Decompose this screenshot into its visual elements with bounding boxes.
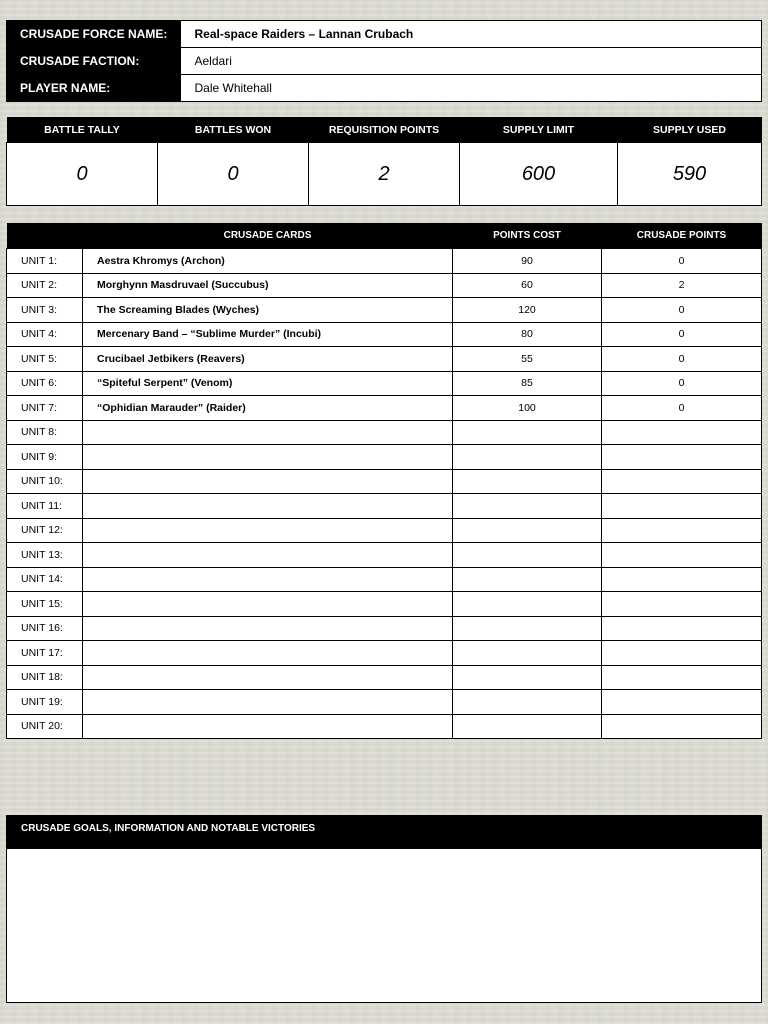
table-row	[7, 347, 762, 372]
unit-name-cell[interactable]: Aestra Khromys (Archon)	[83, 249, 453, 274]
crusade-goals-panel	[6, 815, 762, 1003]
battles-won-header: BATTLES WON	[158, 117, 309, 143]
crusade-points-cell[interactable]: 0	[602, 298, 762, 323]
unit-name-cell[interactable]	[83, 616, 453, 641]
crusade-points-cell[interactable]: 0	[602, 322, 762, 347]
battle-tally-header: BATTLE TALLY	[7, 117, 158, 143]
points-cost-cell[interactable]	[453, 567, 602, 592]
table-row	[7, 641, 762, 666]
table-row	[7, 396, 762, 421]
crusade-points-cell[interactable]	[602, 690, 762, 715]
table-row	[7, 518, 762, 543]
crusade-points-cell[interactable]	[602, 665, 762, 690]
table-row	[7, 714, 762, 739]
unit-label: UNIT 19:	[7, 690, 83, 715]
crusade-cards-header: CRUSADE CARDS	[83, 223, 453, 249]
unit-number-header	[7, 223, 83, 249]
points-cost-cell[interactable]	[453, 592, 602, 617]
supply-limit-value[interactable]: 600	[460, 143, 618, 206]
points-cost-cell[interactable]	[453, 518, 602, 543]
crusade-points-cell[interactable]: 0	[602, 396, 762, 421]
info-row-player	[6, 75, 762, 102]
info-row-force-name	[6, 21, 762, 48]
points-cost-cell[interactable]: 100	[453, 396, 602, 421]
table-row	[7, 494, 762, 519]
unit-name-cell[interactable]: “Ophidian Marauder” (Raider)	[83, 396, 453, 421]
crusade-points-cell[interactable]	[602, 592, 762, 617]
unit-name-cell[interactable]: The Screaming Blades (Wyches)	[83, 298, 453, 323]
table-row	[7, 322, 762, 347]
table-row	[7, 592, 762, 617]
unit-name-cell[interactable]: “Spiteful Serpent” (Venom)	[83, 371, 453, 396]
points-cost-cell[interactable]	[453, 420, 602, 445]
unit-label: UNIT 10:	[7, 469, 83, 494]
unit-label: UNIT 16:	[7, 616, 83, 641]
table-row	[7, 298, 762, 323]
unit-label: UNIT 14:	[7, 567, 83, 592]
unit-name-cell[interactable]	[83, 494, 453, 519]
table-row	[7, 665, 762, 690]
unit-label: UNIT 2:	[7, 273, 83, 298]
force-name-field[interactable]: Real-space Raiders – Lannan Crubach	[180, 21, 762, 48]
points-cost-cell[interactable]	[453, 665, 602, 690]
crusade-points-cell[interactable]: 0	[602, 371, 762, 396]
unit-label: UNIT 1:	[7, 249, 83, 274]
unit-label: UNIT 20:	[7, 714, 83, 739]
faction-label: CRUSADE FACTION:	[6, 48, 180, 75]
unit-name-cell[interactable]: Mercenary Band – “Sublime Murder” (Incubi)	[83, 322, 453, 347]
requisition-points-value[interactable]: 2	[309, 143, 460, 206]
unit-label: UNIT 9:	[7, 445, 83, 470]
unit-label: UNIT 3:	[7, 298, 83, 323]
battle-tally-value[interactable]: 0	[7, 143, 158, 206]
unit-name-cell[interactable]	[83, 420, 453, 445]
points-cost-cell[interactable]: 90	[453, 249, 602, 274]
unit-name-cell[interactable]	[83, 665, 453, 690]
force-name-label: CRUSADE FORCE NAME:	[6, 21, 180, 48]
table-row	[7, 567, 762, 592]
table-row	[7, 616, 762, 641]
unit-label: UNIT 13:	[7, 543, 83, 568]
unit-name-cell[interactable]	[83, 445, 453, 470]
unit-label: UNIT 17:	[7, 641, 83, 666]
crusade-points-cell[interactable]	[602, 567, 762, 592]
unit-label: UNIT 11:	[7, 494, 83, 519]
info-row-faction	[6, 48, 762, 75]
crusade-points-cell[interactable]	[602, 420, 762, 445]
points-cost-cell[interactable]: 60	[453, 273, 602, 298]
crusade-points-header: CRUSADE POINTS	[602, 223, 762, 249]
points-cost-cell[interactable]: 120	[453, 298, 602, 323]
crusade-points-cell[interactable]	[602, 445, 762, 470]
table-row	[7, 469, 762, 494]
supply-limit-header: SUPPLY LIMIT	[460, 117, 618, 143]
unit-name-cell[interactable]	[83, 518, 453, 543]
unit-label: UNIT 7:	[7, 396, 83, 421]
crusade-points-cell[interactable]: 2	[602, 273, 762, 298]
table-row	[7, 690, 762, 715]
table-row	[7, 543, 762, 568]
unit-name-cell[interactable]	[83, 469, 453, 494]
unit-name-cell[interactable]	[83, 714, 453, 739]
battles-won-value[interactable]: 0	[158, 143, 309, 206]
points-cost-cell[interactable]: 85	[453, 371, 602, 396]
unit-label: UNIT 12:	[7, 518, 83, 543]
table-row	[7, 273, 762, 298]
crusade-points-cell[interactable]	[602, 494, 762, 519]
crusade-points-cell[interactable]	[602, 616, 762, 641]
unit-label: UNIT 8:	[7, 420, 83, 445]
unit-label: UNIT 6:	[7, 371, 83, 396]
crusade-goals-content[interactable]	[7, 849, 761, 999]
crusade-points-cell[interactable]: 0	[602, 249, 762, 274]
unit-label: UNIT 4:	[7, 322, 83, 347]
unit-name-cell[interactable]: Crucibael Jetbikers (Reavers)	[83, 347, 453, 372]
crusade-points-cell[interactable]	[602, 543, 762, 568]
crusade-info-table	[6, 20, 762, 101]
crusade-points-cell[interactable]	[602, 714, 762, 739]
faction-field[interactable]: Aeldari	[180, 48, 762, 75]
unit-name-cell[interactable]	[83, 641, 453, 666]
crusade-points-cell[interactable]	[602, 469, 762, 494]
unit-label: UNIT 18:	[7, 665, 83, 690]
points-cost-cell[interactable]	[453, 494, 602, 519]
points-cost-header: POINTS COST	[453, 223, 602, 249]
unit-name-cell[interactable]	[83, 592, 453, 617]
table-row	[7, 249, 762, 274]
unit-name-cell[interactable]	[83, 690, 453, 715]
crusade-points-cell[interactable]	[602, 518, 762, 543]
unit-name-cell[interactable]: Morghynn Masdruvael (Succubus)	[83, 273, 453, 298]
supply-used-header: SUPPLY USED	[618, 117, 762, 143]
points-cost-cell[interactable]	[453, 616, 602, 641]
points-cost-cell[interactable]	[453, 690, 602, 715]
unit-name-cell[interactable]	[83, 543, 453, 568]
supply-used-value[interactable]: 590	[618, 143, 762, 206]
points-cost-cell[interactable]	[453, 445, 602, 470]
player-name-label: PLAYER NAME:	[6, 75, 180, 102]
unit-label: UNIT 15:	[7, 592, 83, 617]
units-body	[7, 249, 762, 739]
player-name-field[interactable]: Dale Whitehall	[180, 75, 762, 102]
requisition-points-header: REQUISITION POINTS	[309, 117, 460, 143]
points-cost-cell[interactable]: 80	[453, 322, 602, 347]
battle-tally-table	[6, 117, 762, 205]
points-cost-cell[interactable]	[453, 469, 602, 494]
points-cost-cell[interactable]: 55	[453, 347, 602, 372]
crusade-points-cell[interactable]: 0	[602, 347, 762, 372]
crusade-units-table	[6, 223, 762, 739]
unit-label: UNIT 5:	[7, 347, 83, 372]
crusade-points-cell[interactable]	[602, 641, 762, 666]
table-row	[7, 445, 762, 470]
table-row	[7, 420, 762, 445]
points-cost-cell[interactable]	[453, 543, 602, 568]
table-row	[7, 371, 762, 396]
points-cost-cell[interactable]	[453, 641, 602, 666]
points-cost-cell[interactable]	[453, 714, 602, 739]
crusade-goals-header: CRUSADE GOALS, INFORMATION AND NOTABLE VICTORIES	[7, 816, 761, 849]
unit-name-cell[interactable]	[83, 567, 453, 592]
